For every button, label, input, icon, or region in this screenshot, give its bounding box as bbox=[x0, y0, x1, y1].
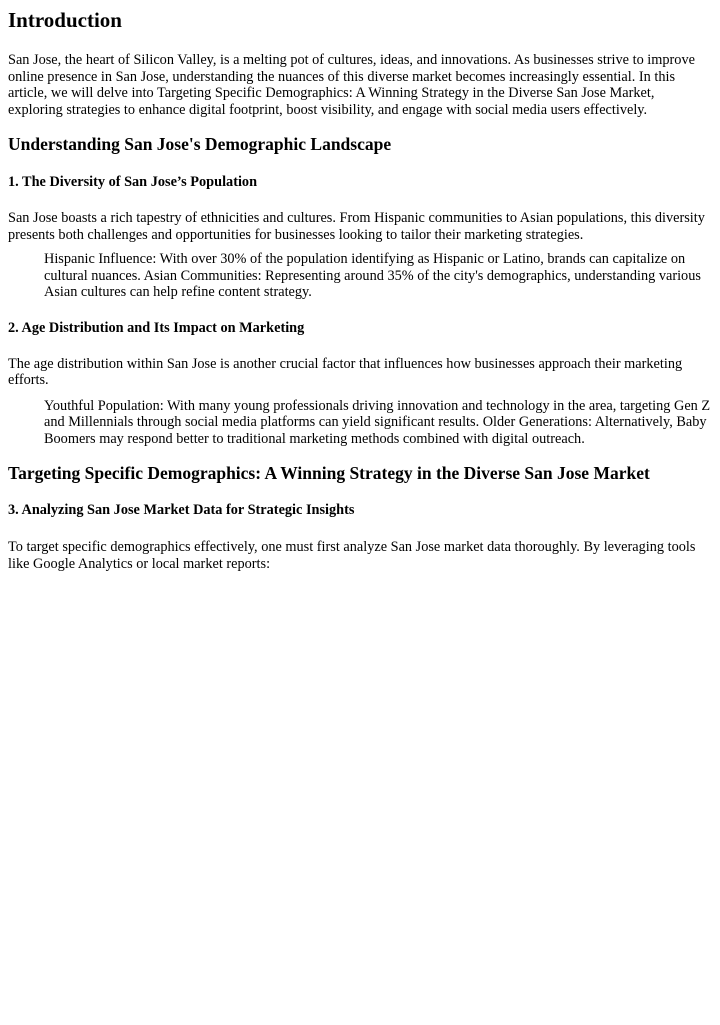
subsection-heading-age-distribution: 2. Age Distribution and Its Impact on Marketing bbox=[8, 319, 305, 336]
intro-paragraph: San Jose, the heart of Silicon Valley, is a melting pot of cultures, ideas, and innovations. As businesses strive to improve online presence in San Jose, understanding the nuances of this diverse market becomes increasingly essential. In this article, we will delve into Targeting Specific Demographics: A Winning Strategy in the Diverse San Jose Market, exploring strategies to enhance digital footprint, boost visibility, and engage with social media users effectively. bbox=[8, 52, 695, 118]
market-data-paragraph: To target specific demographics effectively, one must first analyze San Jose market data thoroughly. By leveraging tools like Google Analytics or local market reports: bbox=[8, 539, 696, 572]
article-page bbox=[0, 8, 720, 572]
subsection-heading-market-data: 3. Analyzing San Jose Market Data for Strategic Insights bbox=[8, 502, 355, 518]
population-diversity-quote: Hispanic Influence: With over 30% of the population identifying as Hispanic or Latino, brands can capitalize on cultural nuances. Asian Communities: Representing around 35% of the city's demographics, understanding various Asian cultures can help refine content strategy. bbox=[44, 251, 701, 300]
article-title: Introduction bbox=[8, 8, 122, 32]
section-heading-demographic-landscape: Understanding San Jose's Demographic Landscape bbox=[8, 134, 392, 154]
section-heading-targeting-demographics: Targeting Specific Demographics: A Winning Strategy in the Diverse San Jose Market bbox=[8, 463, 650, 483]
population-diversity-paragraph: San Jose boasts a rich tapestry of ethnicities and cultures. From Hispanic communities to Asian populations, this diversity presents both challenges and opportunities for businesses looking to tailor their marketing strategies. bbox=[8, 210, 705, 243]
subsection-heading-population-diversity: 1. The Diversity of San Jose’s Population bbox=[8, 174, 258, 190]
age-distribution-paragraph: The age distribution within San Jose is another crucial factor that influences how businesses approach their marketing efforts. bbox=[8, 355, 683, 388]
age-distribution-quote: Youthful Population: With many young professionals driving innovation and technology in the area, targeting Gen Z and Millennials through social media platforms can yield significant results. Older Generations: Alternatively, Baby Boomers may respond better to traditional marketing methods combined with digital outreach. bbox=[44, 397, 711, 447]
